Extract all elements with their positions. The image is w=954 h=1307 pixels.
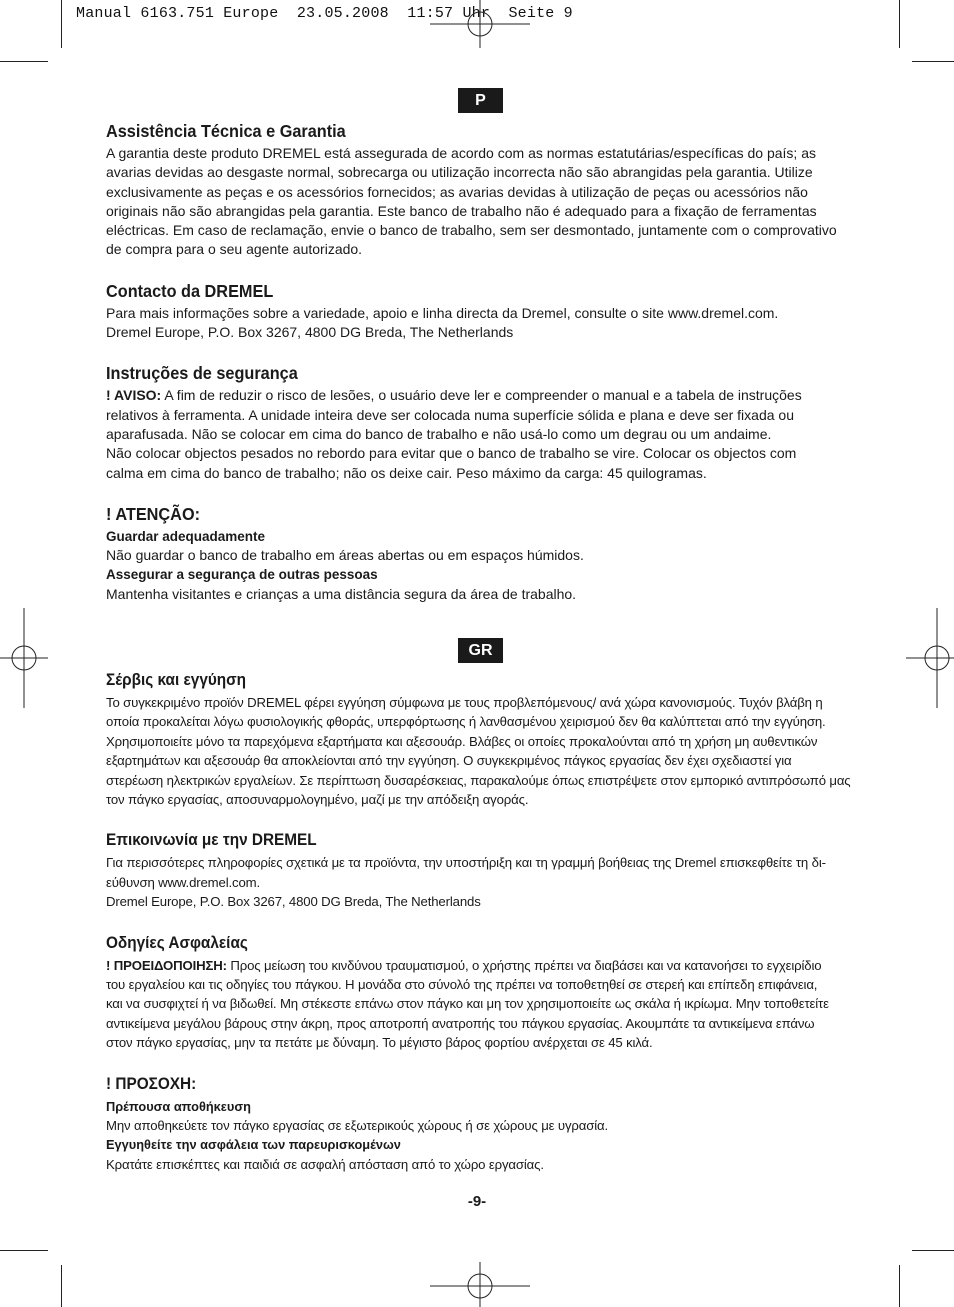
- pt-safety-block: [106, 362, 851, 482]
- gr-warranty-line: Το συγκεκριμένο προϊόν DREMEL φέρει εγγύηση σύμφωνα με τους προβλεπόμενους/ ανά χώρα κανονισμούς. Τυχόν βλάβη η: [106, 695, 823, 710]
- pt-caution-text: Mantenha visitantes e crianças a uma distância segura da área de trabalho.: [106, 585, 577, 602]
- gr-warranty-line: Χρησιμοποιείτε μόνο τα παρεχόμενα εξαρτήματα και αξεσουάρ. Βλάβες οι οποίες προκαλούνται από τη χρήση μη αυθεντικών: [106, 733, 818, 749]
- pt-warranty-line: A garantia deste produto DREMEL está assegurada de acordo com as normas estatutárias/específicas do país; as: [106, 145, 816, 161]
- crop-mark: [0, 1250, 48, 1251]
- language-badge-gr: GR: [458, 638, 503, 663]
- gr-warranty-line: εξαρτημάτων και αξεσουάρ θα αποκλείονται από την εγγύηση. Ο συγκεκριμένος πάγκος εργασίας δεν έχει σχεδιαστεί για: [106, 753, 792, 769]
- gr-warranty-line: τον πάγκο εργασίας, αποσυναρμολογημένο, μαζί με την απόδειξη αγοράς.: [106, 792, 529, 808]
- pt-caution-subheading: Assegurar a segurança de outras pessoas: [106, 567, 378, 583]
- gr-safety-first-line: Προς μείωση του κινδύνου τραυματισμού, ο χρήστης πρέπει να διαβάσει και να κατανοήσει το εγχειρίδιο: [226, 957, 822, 973]
- pt-warranty-line: originais não são abrangidas pela garantia. Este banco de trabalho não é adequado para a fixação de ferramentas: [106, 202, 817, 219]
- gr-safety-line: [106, 956, 821, 975]
- crop-mark: [912, 1250, 954, 1251]
- pt-warning-label: ! AVISO:: [106, 387, 162, 404]
- pt-safety-line: Não colocar objectos pesados no rebordo para evitar que o banco de trabalho se vire. Colocar os objectos com: [106, 445, 797, 462]
- portuguese-section: [106, 120, 851, 624]
- pt-warranty-line: eléctricas. Em caso de reclamação, envie o banco de trabalho, sem ser desmontado, juntamente com o comprovativo: [106, 222, 837, 239]
- pt-caution-title: ! ATENÇÃO:: [106, 503, 201, 524]
- pt-warranty-line: avarias devidas ao desgaste normal, sobrecarga ou utilização incorrecta não são abrangidas pela garantia. Utilize: [106, 164, 813, 181]
- gr-contact-line: Dremel Europe, P.O. Box 3267, 4800 DG Breda, The Netherlands: [106, 894, 481, 910]
- gr-safety-block: [106, 932, 851, 1053]
- greek-section: [106, 669, 851, 1194]
- pt-safety-first-line: A fim de reduzir o risco de lesões, o usuário deve ler e compreender o manual e a tabela de instruções: [161, 387, 802, 404]
- registration-mark-top: [430, 0, 530, 48]
- gr-contact-line: Για περισσότερες πληροφορίες σχετικά με τα προϊόντα, την υποστήριξη και τη γραμμή βοήθειας της Dremel επισκεφθείτε τη δι-: [106, 855, 826, 871]
- gr-warning-label: ! ΠΡΟΕΙΔΟΠΟΙΗΣΗ:: [106, 957, 227, 973]
- pt-warranty-line: exclusivamente as peças e os acessórios fornecidos; as avarias devidas à utilização de peças ou acessórios não: [106, 183, 808, 200]
- crop-mark: [899, 0, 900, 48]
- gr-safety-title: Οδηγίες Ασφαλείας: [106, 933, 248, 952]
- gr-warranty-title: Σέρβις και εγγύηση: [106, 671, 247, 689]
- gr-safety-line: και να συσφιχτεί ή να βιδωθεί. Μη στέκεστε επάνω στον πάγκο και μη τον χρησιμοποιείτε ως σκάλα ή ικρίωμα. Μην τοποθετείτε: [106, 996, 829, 1012]
- gr-warranty-line: στερέωση ηλεκτρικών εργαλείων. Σε περίπτωση δυσαρέσκειας, παρακαλούμε όπως επιστρέψετε στον εμπορικό αντιπρόσωπό μας: [106, 772, 851, 788]
- gr-caution-text: Μην αποθηκεύετε τον πάγκο εργασίας σε εξωτερικούς χώρους ή σε χώρους με υγρασία.: [106, 1117, 608, 1133]
- pt-contact-line: Dremel Europe, P.O. Box 3267, 4800 DG Breda, The Netherlands: [106, 324, 514, 341]
- pt-safety-title: Instruções de segurança: [106, 363, 298, 384]
- gr-contact-title: Επικοινωνία με την DREMEL: [106, 831, 317, 850]
- registration-mark-left: [0, 608, 48, 708]
- gr-contact-block: [106, 829, 851, 911]
- pt-safety-line: calma em cima do banco de trabalho; não os deixe cair. Peso máximo da carga: 45 quilogramas.: [106, 464, 707, 481]
- pt-warranty-title: Assistência Técnica e Garantia: [106, 121, 346, 141]
- gr-contact-line: εύθυνση www.dremel.com.: [106, 874, 260, 890]
- pt-contact-line: Para mais informações sobre a variedade, apoio e linha directa da Dremel, consulte o site www.dremel.com.: [106, 304, 779, 321]
- pt-caution-block: [106, 503, 851, 604]
- gr-warranty-block: [106, 669, 851, 809]
- gr-safety-line: στον πάγκο εργασίας, μην τα πετάτε με δύναμη. Το μέγιστο βάρος φορτίου ανέρχεται σε 45 κιλά.: [106, 1035, 653, 1051]
- crop-mark: [0, 61, 48, 62]
- pt-safety-line: [106, 386, 802, 405]
- print-slug-header: Manual 6163.751 Europe 23.05.2008 11:57 Uhr Seite 9: [76, 5, 573, 22]
- crop-mark: [61, 0, 62, 48]
- gr-caution-title: ! ΠΡΟΣΟΧΗ:: [106, 1074, 197, 1093]
- gr-caution-block: [106, 1073, 851, 1174]
- page-number: -9-: [467, 1193, 487, 1210]
- registration-mark-right: [906, 608, 954, 708]
- language-badge-p: P: [458, 88, 503, 113]
- gr-caution-subheading: Εγγυηθείτε την ασφάλεια των παρευρισκομένων: [106, 1137, 401, 1153]
- gr-warranty-line: οποία προκαλείται λόγω φυσιολογικής φθοράς, υπερφόρτωσης ή λανθασμένου χειρισμού δεν θα καλύπτεται από την εγγύηση.: [106, 714, 826, 730]
- pt-contact-block: [106, 280, 851, 343]
- gr-safety-line: του εργαλείου και τις οδηγίες του πάγκου. Η μονάδα στο σύνολό της πρέπει να τοποθετηθεί σε στερεή και επίπεδη επιφάνεια,: [106, 977, 818, 993]
- crop-mark: [899, 1265, 900, 1307]
- pt-caution-subheading: Guardar adequadamente: [106, 528, 266, 544]
- crop-mark: [61, 1265, 62, 1307]
- pt-contact-title: Contacto da DREMEL: [106, 280, 274, 301]
- pt-caution-text: Não guardar o banco de trabalho em áreas abertas ou em espaços húmidos.: [106, 547, 584, 564]
- pt-safety-line: relativos à ferramenta. A unidade inteira deve ser colocada numa superfície sólida e plana e deve ser fixada ou: [106, 406, 794, 423]
- pt-warranty-line: de compra para o seu agente autorizado.: [106, 241, 363, 258]
- registration-mark-bottom: [430, 1262, 530, 1307]
- gr-caution-subheading: Πρέπουσα αποθήκευση: [106, 1098, 251, 1114]
- pt-warranty-block: [106, 120, 851, 260]
- gr-caution-text: Κρατάτε επισκέπτες και παιδιά σε ασφαλή απόσταση από το χώρο εργασίας.: [106, 1156, 544, 1172]
- gr-safety-line: αντικείμενα μεγάλου βάρους στην άκρη, προς αποτροπή ανατροπής του πάγκου εργασίας. Ακουμπάτε τα αντικείμενα επάνω: [106, 1015, 815, 1031]
- pt-safety-line: aparafusada. Não se colocar em cima do banco de trabalho e não usá-lo como um degrau ou um andaime.: [106, 425, 772, 442]
- crop-mark: [912, 61, 954, 62]
